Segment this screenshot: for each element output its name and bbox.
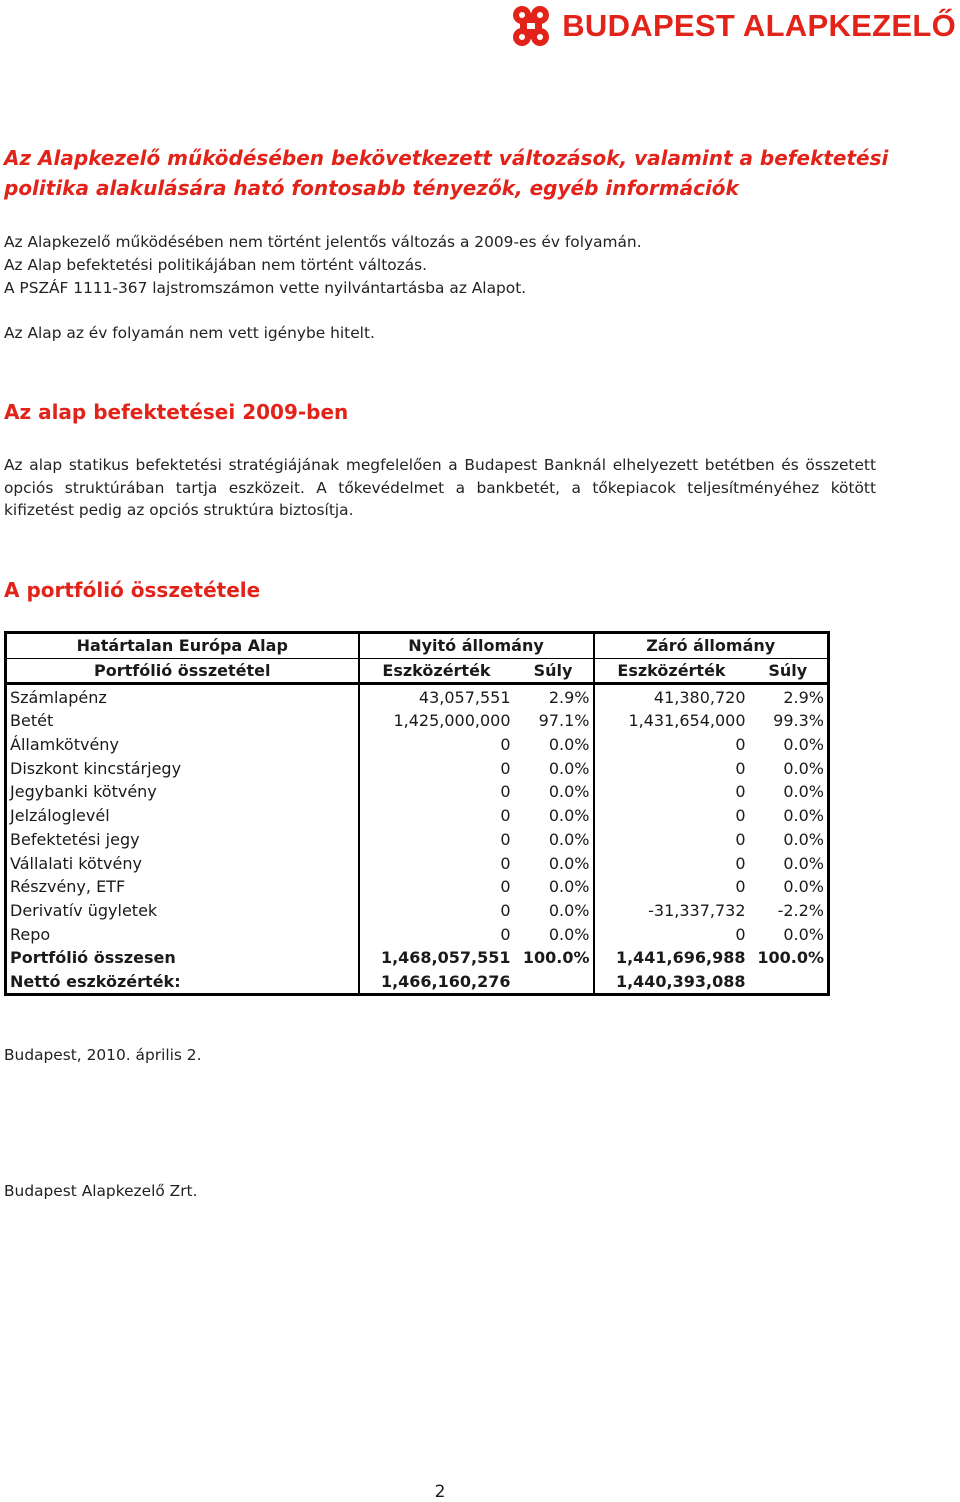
row-label: Befektetési jegy <box>10 829 140 849</box>
table-header-row <box>6 633 829 659</box>
info-line: Az Alap az év folyamán nem vett igénybe hitelt. <box>4 324 375 342</box>
closing-header: Záró állomány <box>594 633 829 659</box>
row-label: Betét <box>10 711 54 731</box>
open-weight: 0.0% <box>548 853 590 873</box>
close-value: 0 <box>594 756 749 780</box>
budapest-logo-icon <box>508 5 554 47</box>
close-value: 0 <box>594 875 749 899</box>
brand-name: BUDAPEST ALAPKEZELŐ <box>562 8 956 43</box>
table-row <box>6 780 829 804</box>
close-value: 1,440,393,088 <box>594 970 749 995</box>
table-row <box>6 684 829 709</box>
table-row <box>6 851 829 875</box>
table-row <box>6 899 829 923</box>
row-label: Vállalati kötvény <box>10 853 142 873</box>
section-heading-portfolio: A portfólió összetétele <box>4 578 261 602</box>
close-weight: 100.0% <box>757 948 824 968</box>
table-row <box>6 709 829 733</box>
open-weight: 0.0% <box>548 877 590 897</box>
table-row <box>6 733 829 757</box>
close-value: 41,380,720 <box>594 684 749 709</box>
row-label: Részvény, ETF <box>10 877 126 897</box>
open-weight: 0.0% <box>548 829 590 849</box>
close-weight-header: Súly <box>749 658 829 684</box>
row-label: Repo <box>10 924 51 944</box>
close-weight: 2.9% <box>783 687 824 707</box>
row-label: Jelzáloglevél <box>10 806 110 826</box>
open-value: 0 <box>359 804 514 828</box>
open-value: 0 <box>359 875 514 899</box>
open-weight: 2.9% <box>548 687 590 707</box>
place-date: Budapest, 2010. április 2. <box>4 1046 202 1064</box>
close-weight: 0.0% <box>783 924 824 944</box>
section-heading-changes: Az Alapkezelő működésében bekövetkezett változások, valamint a befektetési politika alakulására ható fontosabb tényezők, egyéb információk <box>4 146 889 200</box>
open-weight: 0.0% <box>548 735 590 755</box>
open-weight: 0.0% <box>548 900 590 920</box>
close-value: 0 <box>594 780 749 804</box>
close-asset-value-header: Eszközérték <box>594 658 749 684</box>
table-row <box>6 804 829 828</box>
row-label: Jegybanki kötvény <box>10 782 157 802</box>
close-value: 0 <box>594 733 749 757</box>
close-value: 1,431,654,000 <box>594 709 749 733</box>
investments-paragraph: Az alap statikus befektetési stratégiájának megfelelően a Budapest Banknál elhelyezett betétben és összetett opciós struktúrában tartja eszközeit. A tőkevédelmet a bankbetét, a tőkepiacok teljesítményéhez kötött kifizetést pedig az opciós struktúra biztosítja. <box>4 456 876 519</box>
open-value: 0 <box>359 756 514 780</box>
portfolio-table <box>4 631 830 996</box>
close-weight: 0.0% <box>783 806 824 826</box>
page-number: 2 <box>434 1482 446 1502</box>
signature: Budapest Alapkezelő Zrt. <box>4 1182 198 1200</box>
open-weight: 0.0% <box>548 806 590 826</box>
open-value: 0 <box>359 780 514 804</box>
close-weight: 0.0% <box>783 758 824 778</box>
open-value: 0 <box>359 899 514 923</box>
section-heading-investments: Az alap befektetései 2009-ben <box>4 400 349 424</box>
total-row <box>6 946 829 970</box>
open-weight <box>514 970 594 995</box>
open-value: 43,057,551 <box>359 684 514 709</box>
close-weight: 99.3% <box>773 711 824 731</box>
row-label: Államkötvény <box>10 735 119 755</box>
table-row <box>6 756 829 780</box>
open-asset-value-header: Eszközérték <box>359 658 514 684</box>
brand-logo <box>508 5 956 47</box>
close-weight: 0.0% <box>783 853 824 873</box>
row-label: Nettó eszközérték: <box>10 971 181 991</box>
open-weight: 0.0% <box>548 924 590 944</box>
table-row <box>6 875 829 899</box>
open-value: 0 <box>359 828 514 852</box>
info-line: A PSZÁF 1111-367 lajstromszámon vette nyilvántartásba az Alapot. <box>4 279 527 297</box>
info-line: Az Alapkezelő működésében nem történt jelentős változás a 2009-es év folyamán. <box>4 233 642 251</box>
close-weight: 0.0% <box>783 782 824 802</box>
open-value: 0 <box>359 733 514 757</box>
composition-header: Portfólió összetétel <box>6 658 359 684</box>
close-weight: 0.0% <box>783 829 824 849</box>
close-value: -31,337,732 <box>594 899 749 923</box>
open-value: 1,425,000,000 <box>359 709 514 733</box>
close-value: 1,441,696,988 <box>594 946 749 970</box>
close-value: 0 <box>594 922 749 946</box>
row-label: Derivatív ügyletek <box>10 900 158 920</box>
table-subheader-row <box>6 658 829 684</box>
open-weight: 97.1% <box>538 711 590 731</box>
close-value: 0 <box>594 851 749 875</box>
open-value: 0 <box>359 851 514 875</box>
row-label: Diszkont kincstárjegy <box>10 758 182 778</box>
opening-header: Nyitó állomány <box>359 633 594 659</box>
close-value: 0 <box>594 828 749 852</box>
row-label: Portfólió összesen <box>10 948 176 968</box>
open-weight: 100.0% <box>522 948 590 968</box>
close-weight: -2.2% <box>777 900 824 920</box>
close-weight: 0.0% <box>783 877 824 897</box>
open-weight: 0.0% <box>548 758 590 778</box>
info-line: Az Alap befektetési politikájában nem történt változás. <box>4 256 428 274</box>
open-value: 1,466,160,276 <box>359 970 514 995</box>
open-weight: 0.0% <box>548 782 590 802</box>
fund-name-header: Határtalan Európa Alap <box>6 633 359 659</box>
open-value: 0 <box>359 922 514 946</box>
open-weight-header: Súly <box>514 658 594 684</box>
close-value: 0 <box>594 804 749 828</box>
row-label: Számlapénz <box>10 687 107 707</box>
close-weight: 0.0% <box>783 735 824 755</box>
table-row <box>6 922 829 946</box>
table-row <box>6 828 829 852</box>
net-asset-row <box>6 970 829 995</box>
close-weight <box>749 970 829 995</box>
open-value: 1,468,057,551 <box>359 946 514 970</box>
